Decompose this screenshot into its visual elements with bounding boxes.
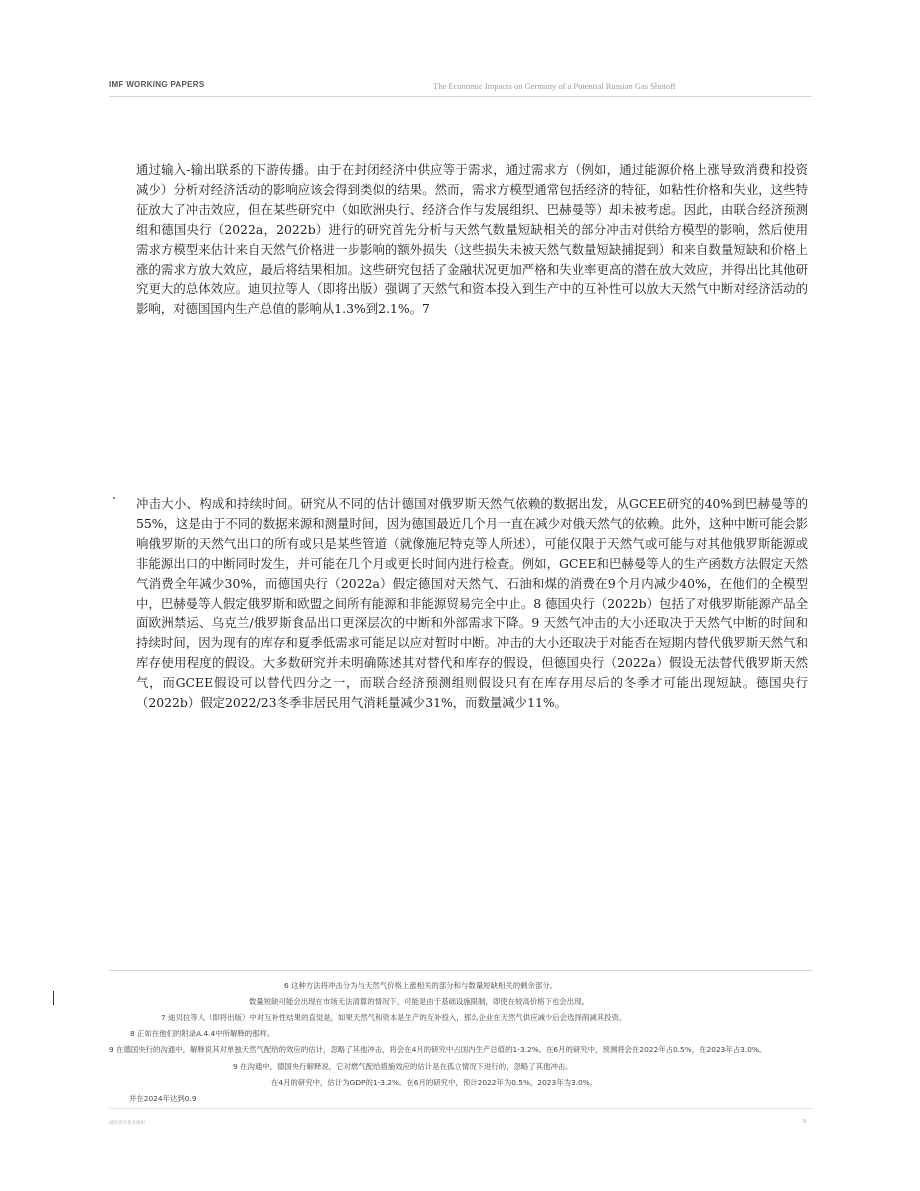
footnote-7: 7 迪贝拉等人（即将出版）中对互补性结果的直觉是，如果天然气和资本是生产的互补投入，那么企业在天然气供应减少后会选择削减其投资。 — [161, 1013, 627, 1022]
footnote-8: 8 正如在他们的附录A.4.4中所解释的那样。 — [130, 1029, 275, 1038]
footnote-6-continued: 数量短缺可能会出现在市场无法清算的情况下，可能是由于基础设施限制，即使在较高价格下也会出现。 — [249, 997, 589, 1006]
footer-divider — [109, 1108, 812, 1109]
text-cursor — [53, 991, 54, 1005]
footnote-divider — [109, 970, 812, 971]
footnote-9-alt-continued: 在4月的研究中，估计为GDP的1-3.2%。在6月的研究中，预计2022年为0.5%，2023年为3.0%。 — [271, 1078, 598, 1087]
footer-publisher: 国际货币基金组织 — [109, 1121, 145, 1126]
body-paragraph-1: 通过输入-输出联系的下游传播。由于在封闭经济中供应等于需求，通过需求方（例如，通过能源价格上涨导致消费和投资减少）分析对经济活动的影响应该会得到类似的结果。然而，需求方模型通常包括经济的特征，如粘性价格和失业，这些特征放大了冲击效应，但在某些研究中（如欧洲央行、经济合作与发展组织、巴赫曼等）却未被考虑。因此，由联合经济预测组和德国央行（2022a，2022b）进行的研究首先分析与天然气数量短缺相关的部分冲击对供给方模型的影响，然后使用需求方模型来估计来自天然气价格进一步影响的额外损失（这些损失未被天然气数量短缺捕捉到）和来自数量短缺和价格上涨的需求方放大效应，最后将结果相加。这些研究包括了金融状况更加严格和失业率更高的潜在放大效应，并得出比其他研究更大的总体效应。迪贝拉等人（即将出版）强调了天然气和资本投入到生产中的互补性可以放大天然气中断对经济活动的影响，对德国国内生产总值的影响从1.3%到2.1%。7 — [136, 162, 808, 317]
footnote-6: 6 这种方法将冲击分为与天然气价格上涨相关的部分和与数量短缺相关的剩余部分。 — [284, 981, 558, 990]
footnote-9-tail: 并在2024年达到0.9 — [129, 1094, 197, 1103]
footnote-9: 9 在德国央行的沟通中，解释说其对单独天然气配给的效应的估计，忽略了其他冲击，将会在4月的研究中占国内生产总值的1-3.2%。在6月的研究中，预测将会在2022年占0.5%，在2023年占3.0%。 — [109, 1045, 767, 1054]
header-divider — [109, 96, 812, 97]
page-number: 6 — [803, 1119, 807, 1125]
margin-mark — [113, 497, 115, 499]
footnote-9-alt: 9 在沟通中，德国央行解释说，它对燃气配给措施效应的估计是在孤立情况下进行的，忽略了其他冲击。 — [233, 1062, 573, 1071]
series-label: IMF WORKING PAPERS — [109, 80, 205, 89]
body-paragraph-2: 冲击大小、构成和持续时间。研究从不同的估计德国对俄罗斯天然气依赖的数据出发，从GCEE研究的40%到巴赫曼等的55%，这是由于不同的数据来源和测量时间，因为德国最近几个月一直在减少对俄天然气的依赖。此外，这种中断可能会影响俄罗斯的天然气出口的所有或只是某些管道（就像施尼特克等人所述），可能仅限于天然气或可能与对其他俄罗斯能源或非能源出口的中断同时发生，并可能在几个月或更长时间内进行检查。例如，GCEE和巴赫曼等人的生产函数方法假定天然气消费全年减少30%，而德国央行（2022a）假定德国对天然气、石油和煤的消费在9个月内减少40%，在他们的全模型中，巴赫曼等人假定俄罗斯和欧盟之间所有能源和非能源贸易完全中止。8 德国央行（2022b）包括了对俄罗斯能源产品全面欧洲禁运、乌克兰/俄罗斯食品出口更深层次的中断和外部需求下降。9 天然气冲击的大小还取决于天然气中断的时间和持续时间，因为现有的库存和夏季低需求可能足以应对暂时中断。冲击的大小还取决于对能否在短期内替代俄罗斯天然气和库存使用程度的假设。大多数研究并未明确陈述其对替代和库存的假设，但德国央行（2022a）假设无法替代俄罗斯天然气，而GCEE假设可以替代四分之一，而联合经济预测组则假设只有在库存用尽后的冬季才可能出现短缺。德国央行（2022b）假定2022/23冬季非居民用气消耗量减少31%，而数量减少11%。 — [136, 496, 808, 711]
running-title: The Economic Impacts on Germany of a Potential Russian Gas Shutoff — [433, 81, 676, 91]
